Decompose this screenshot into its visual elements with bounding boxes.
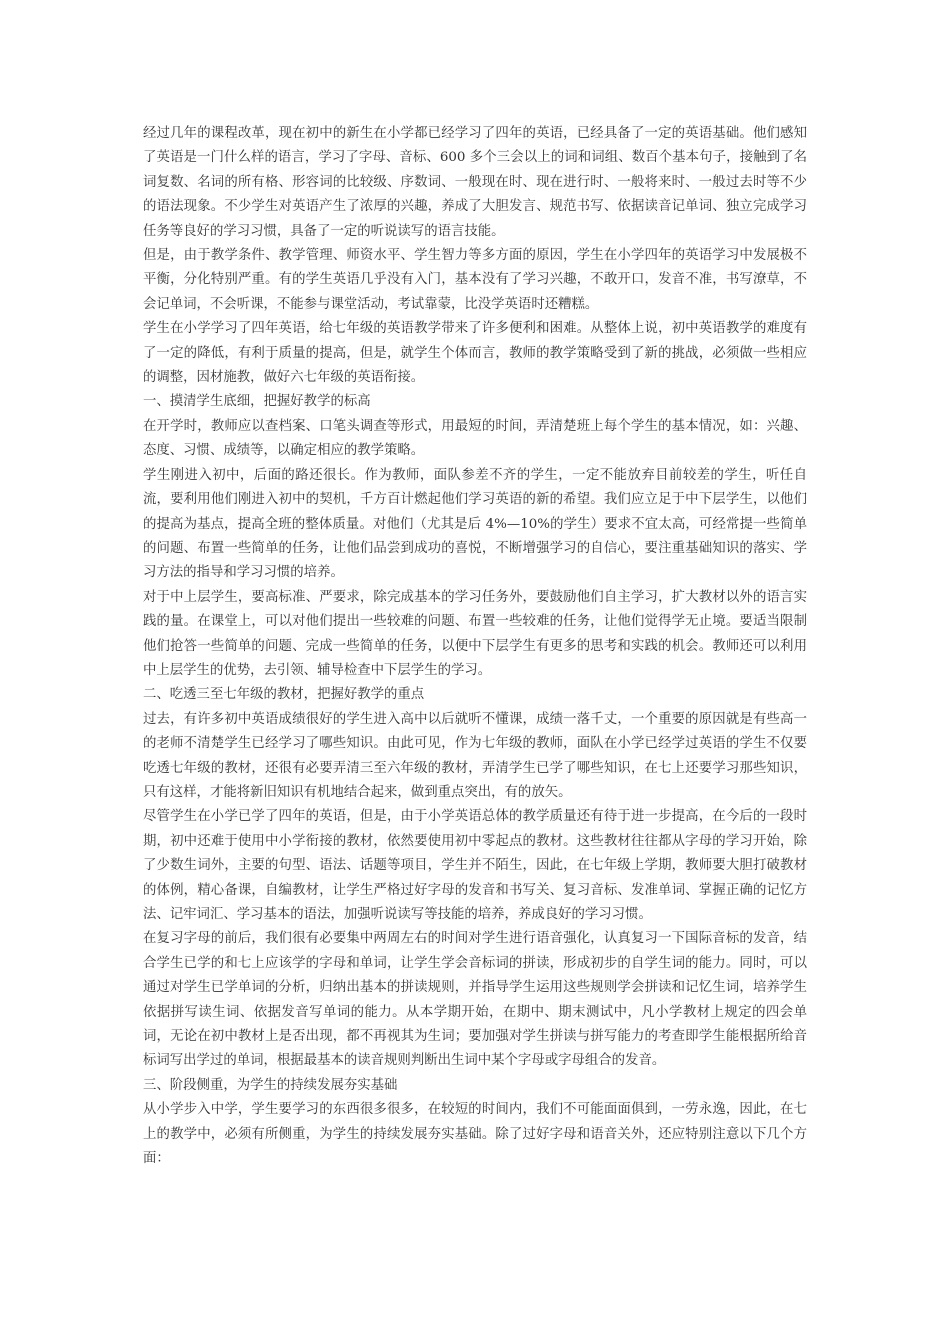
paragraph-challenges: 学生在小学学习了四年英语，给七年级的英语教学带来了许多便利和困难。从整体上说，初中英语教学的难度有了一定的降低，有利于质量的提高，但是，就学生个体而言，教师的教学策略受到了新的挑战，必须做一些相应的调整，因材施教，做好六七年级的英语衔接。 xyxy=(143,321,807,386)
paragraph-past-experience: 过去，有许多初中英语成绩很好的学生进入高中以后就听不懂课，成绩一落千丈，一个重要的原因就是有些高一的老师不清楚学生已经学习了哪些知识。由此可见，作为七年级的教师，面队在小学已经学过英语的学生不仅要吃透七年级的教材，还很有必要弄清三至六年级的教材，弄清学生已学了哪些知识，在七上还要学习那些知识，只有这样，才能将新旧知识有机地结合起来，做到重点突出，有的放矢。 xyxy=(143,711,807,800)
section-heading-1: 一、摸清学生底细，把握好教学的标高 xyxy=(143,394,371,410)
paragraph-survey: 在开学时，教师应以查档案、口笔头调查等形式，用最短的时间，弄清楚班上每个学生的基本情况，如：兴趣、态度、习惯、成绩等，以确定相应的教学策略。 xyxy=(143,418,807,459)
paragraph-imbalance: 但是，由于教学条件、教学管理、师资水平、学生智力等多方面的原因，学生在小学四年的英语学习中发展极不平衡，分化特别严重。有的学生英语几乎没有入门，基本没有了学习兴趣，不敢开口，发音不准，书写潦草，不会记单词，不会听课，不能参与课堂活动，考试靠蒙，比没学英语时还糟糕。 xyxy=(143,248,807,312)
document-body xyxy=(143,122,807,1171)
paragraph-textbooks: 尽管学生在小学已学了四年的英语，但是，由于小学英语总体的教学质量还有待于进一步提高，在今后的一段时期，初中还难于使用中小学衔接的教材，依然要使用初中零起点的教材。这些教材往往都从字母的学习开始，除了少数生词外，主要的句型、语法、话题等项目，学生并不陌生，因此，在七年级上学期，教师要大胆打破教材的体例，精心备课，自编教材，让学生严格过好字母的发音和书写关、复习音标、发准单词、掌握正确的记忆方法、记牢词汇、学习基本的语法，加强听说读写等技能的培养，养成良好的学习习惯。 xyxy=(143,809,807,922)
paragraph-lower-students: 学生刚进入初中，后面的路还很长。作为教师，面队参差不齐的学生，一定不能放弃目前较差的学生，听任自流，要利用他们刚进入初中的契机，千方百计燃起他们学习英语的新的希望。我们应立足于中下层学生，以他们的提高为基点，提高全班的整体质量。对他们（尤其是后 4%—10%的学生）要求不宜太高，可经常提一些简单的问题、布置一些简单的任务，让他们品尝到成功的喜悦，不断增强学习的自信心，要注重基础知识的落实、学习方法的指导和学习习惯的培养。 xyxy=(143,467,807,581)
paragraph-intro: 经过几年的课程改革，现在初中的新生在小学都已经学习了四年的英语，已经具备了一定的英语基础。他们感知了英语是一门什么样的语言，学习了字母、音标、600 多个三会以上的词和词组、数百个基本句子，接触到了名词复数、名词的所有格、形容词的比较级、序数词、一般现在时、现在进行时、一般将来时、一般过去时等不少的语法现象。不少学生对英语产生了浓厚的兴趣，养成了大胆发言、规范书写、依据读音记单词、独立完成学习任务等良好的学习习惯，具备了一定的听说读写的语言技能。 xyxy=(143,126,807,239)
paragraph-focus: 从小学步入中学，学生要学习的东西很多很多，在较短的时间内，我们不可能面面俱到，一劳永逸，因此，在七上的教学中，必须有所侧重，为学生的持续发展夯实基础。除了过好字母和语音关外，还应特别注意以下几个方面： xyxy=(143,1102,807,1167)
paragraph-upper-students: 对于中上层学生，要高标准、严要求，除完成基本的学习任务外，要鼓励他们自主学习，扩大教材以外的语言实践的量。在课堂上，可以对他们提出一些较难的问题、布置一些较难的任务，让他们觉得学无止境。要适当限制他们抢答一些简单的问题、完成一些简单的任务，以便中下层学生有更多的思考和实践的机会。教师还可以利用中上层学生的优势，去引领、辅导检查中下层学生的学习。 xyxy=(143,589,807,678)
section-heading-3: 三、阶段侧重，为学生的持续发展夯实基础 xyxy=(143,1077,398,1093)
section-heading-2: 二、吃透三至七年级的教材，把握好教学的重点 xyxy=(143,687,425,703)
paragraph-phonetics: 在复习字母的前后，我们很有必要集中两周左右的时间对学生进行语音强化，认真复习一下国际音标的发音，结合学生已学的和七上应该学的字母和单词，让学生学会音标词的拼读，形成初步的自学生词的能力。同时，可以通过对学生已学单词的分析，归纳出基本的拼读规则，并指导学生运用这些规则学会拼读和记忆生词，培养学生依据拼写读生词、依据发音写单词的能力。从本学期开始，在期中、期末测试中，凡小学教材上规定的四会单词，无论在初中教材上是否出现，都不再视其为生词；要加强对学生拼读与拼写能力的考查即学生能根据所给音标词写出学过的单词，根据最基本的读音规则判断出生词中某个字母或字母组合的发音。 xyxy=(143,931,807,1069)
